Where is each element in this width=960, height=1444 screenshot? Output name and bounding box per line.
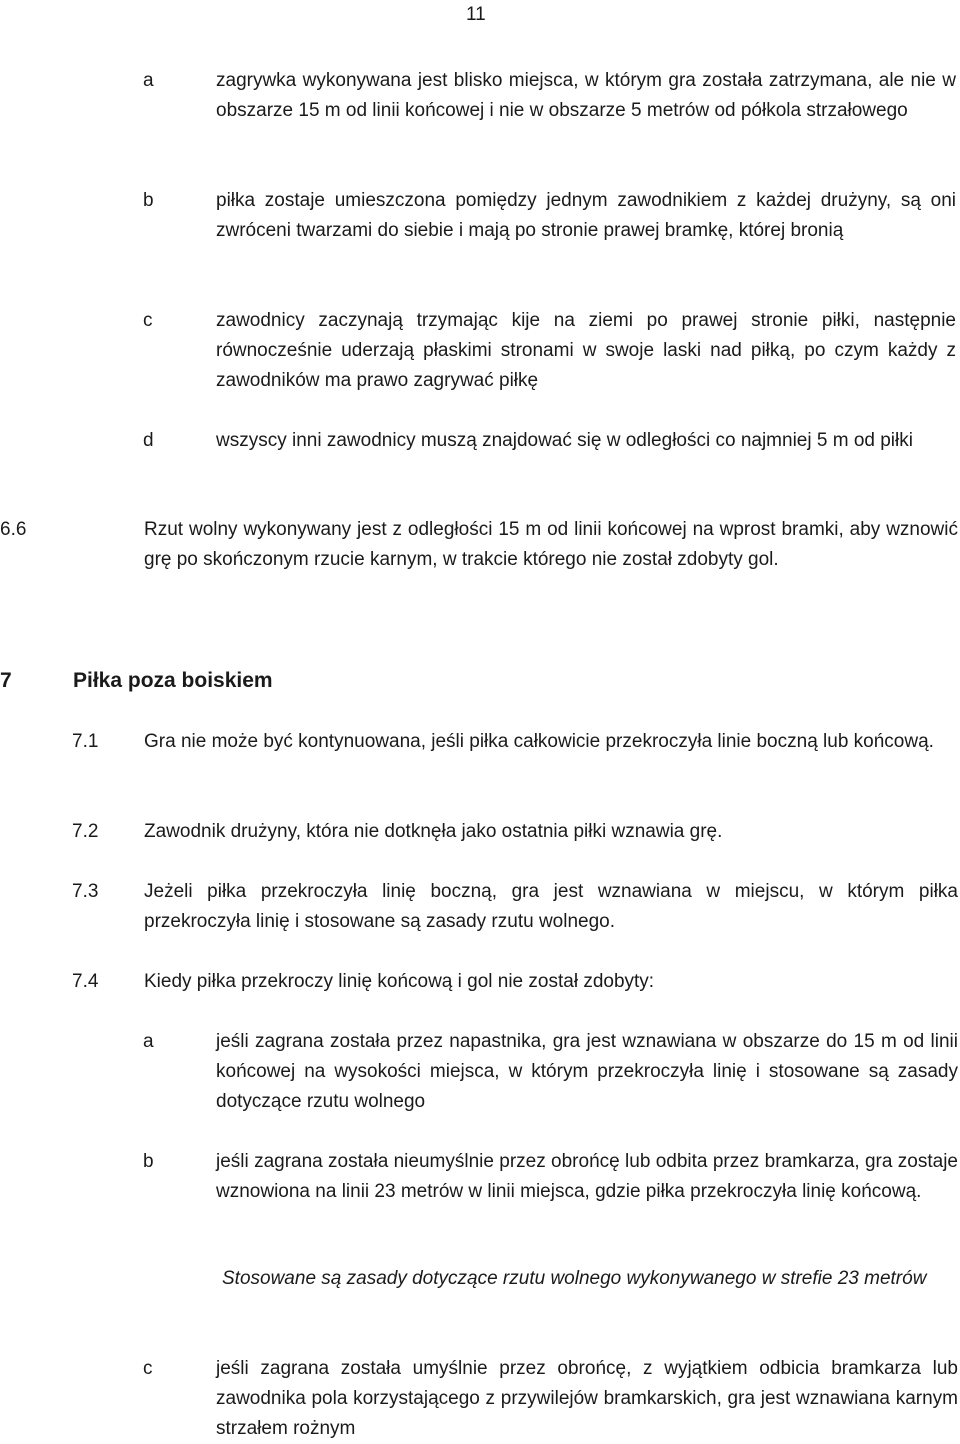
- list-item-text: jeśli zagrana została umyślnie przez obrońcę, z wyjątkiem odbicia bramkarza lub zawodnika pola korzystającego z przywilejów bramkarskich, gra jest wznawiana karnym strzałem rożnym: [216, 1358, 958, 1439]
- list-item-label: b: [143, 1151, 154, 1172]
- page-number: 11: [466, 4, 486, 25]
- section-text: Kiedy piłka przekroczy linię końcową i gol nie został zdobyty:: [144, 971, 655, 992]
- list-item-label: c: [143, 310, 153, 331]
- list-item-label: d: [143, 430, 154, 451]
- section-number: 7.3: [72, 881, 99, 902]
- list-item-label: a: [143, 1031, 154, 1052]
- section-number: 7.4: [72, 971, 99, 992]
- list-item-text: jeśli zagrana została nieumyślnie przez obrońcę lub odbita przez bramkarza, gra zostaje wznowiona na linii 23 metrów w linii miejsca, gdzie piłka przekroczyła linię końcową.: [216, 1151, 958, 1202]
- list-item-text: jeśli zagrana została przez napastnika, gra jest wznawiana w obszarze do 15 m od linii końcowej na wysokości miejsca, w którym przekroczyła linię i stosowane są zasady dotyczące rzutu wolnego: [216, 1031, 958, 1112]
- section-number: 7.1: [72, 731, 99, 752]
- list-item-text: zawodnicy zaczynają trzymając kije na ziemi po prawej stronie piłki, następnie równocześnie uderzają płaskimi stronami w swoje laski nad piłką, po czym każdy z zawodników ma prawo zagrywać piłkę: [216, 310, 956, 391]
- list-item-label: b: [143, 190, 154, 211]
- section-text: Jeżeli piłka przekroczyła linię boczną, gra jest wznawiana w miejscu, w którym piłka przekroczyła linię i stosowane są zasady rzutu wolnego.: [144, 881, 958, 932]
- section-number: 7.2: [72, 821, 99, 842]
- heading-title: Piłka poza boiskiem: [73, 669, 273, 692]
- section-text: Gra nie może być kontynuowana, jeśli piłka całkowicie przekroczyła linie boczną lub końcową.: [144, 731, 934, 752]
- list-item-text: Stosowane są zasady dotyczące rzutu wolnego wykonywanego w strefie 23 metrów: [222, 1268, 927, 1289]
- section-text: Rzut wolny wykonywany jest z odległości 15 m od linii końcowej na wprost bramki, aby wznowić grę po skończonym rzucie karnym, w trakcie którego nie został zdobyty gol.: [144, 519, 958, 570]
- heading-number: 7: [0, 669, 12, 692]
- list-item-text: piłka zostaje umieszczona pomiędzy jednym zawodnikiem z każdej drużyny, są oni zwróceni twarzami do siebie i mają po stronie prawej bramkę, której bronią: [216, 190, 956, 241]
- list-item-text: wszyscy inni zawodnicy muszą znajdować się w odległości co najmniej 5 m od piłki: [216, 430, 913, 451]
- list-item-label: a: [143, 70, 154, 91]
- list-item-label: c: [143, 1358, 153, 1379]
- section-text: Zawodnik drużyny, która nie dotknęła jako ostatnia piłki wznawia grę.: [144, 821, 723, 842]
- list-item-text: zagrywka wykonywana jest blisko miejsca, w którym gra została zatrzymana, ale nie w obszarze 15 m od linii końcowej i nie w obszarze 5 metrów od półkola strzałowego: [216, 70, 956, 121]
- section-number: 6.6: [0, 519, 27, 540]
